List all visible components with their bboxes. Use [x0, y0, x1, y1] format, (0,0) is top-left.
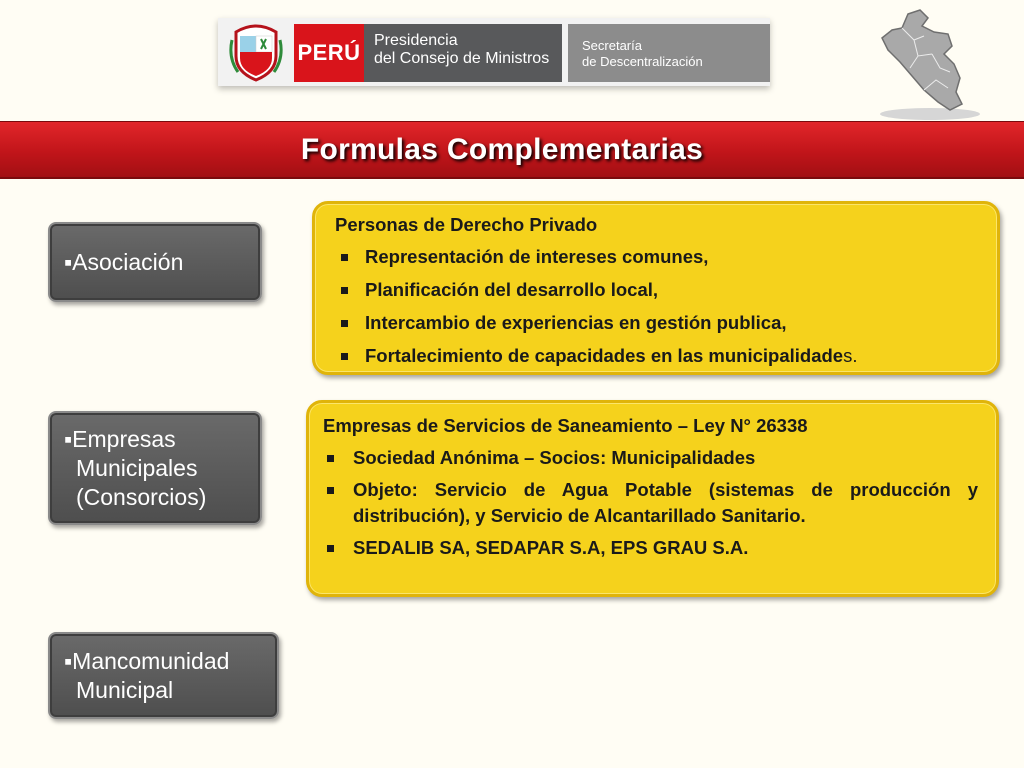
asociacion-panel [312, 201, 1000, 375]
bullet-icon [341, 287, 348, 294]
asociacion-label: ▪Asociación [64, 248, 184, 275]
coat-of-arms-icon [228, 22, 284, 82]
empresas-label-line1: ▪Empresas [64, 425, 176, 452]
asociacion-button[interactable] [48, 222, 262, 302]
peru-map-icon [858, 6, 988, 124]
list-item: Planificación del desarrollo local, [335, 279, 983, 301]
empresas-label-line2: Municipales [76, 454, 198, 481]
bullet-icon [327, 487, 334, 494]
empresas-municipales-button[interactable] [48, 411, 262, 525]
list-item: Fortalecimiento de capacidades en las municipalidades. [335, 345, 983, 367]
title-bar [0, 121, 1024, 179]
bullet-icon [327, 455, 334, 462]
sec-line1: Secretaría [582, 38, 642, 53]
mancomunidad-label-line2: Municipal [76, 676, 174, 703]
mancomunidad-label-line1: ▪Mancomunidad [64, 647, 230, 674]
item-suffix: s. [843, 345, 858, 366]
empresas-panel [306, 400, 999, 597]
pcm-line1: Presidencia [374, 32, 458, 49]
list-item: SEDALIB SA, SEDAPAR S.A, EPS GRAU S.A. [323, 535, 978, 561]
panel1-title: Personas de Derecho Privado [335, 214, 598, 235]
page-title: Formulas Complementarias [300, 132, 704, 166]
sec-line2: de Descentralización [582, 54, 703, 69]
bullet-icon [327, 545, 334, 552]
bullet-icon [341, 320, 348, 327]
bullet-icon [341, 254, 348, 261]
panel2-title: Empresas de Servicios de Saneamiento – Ley N° 26338 [323, 415, 808, 436]
bullet-icon [341, 353, 348, 360]
list-item: Sociedad Anónima – Socios: Municipalidades [323, 445, 978, 471]
header-logo-strip [218, 18, 770, 86]
secretaria-label [568, 24, 770, 82]
pcm-line2: del Consejo de Ministros [374, 50, 550, 67]
list-item: Intercambio de experiencias en gestión publica, [335, 312, 983, 334]
peru-label: PERÚ [294, 24, 364, 82]
list-item: Representación de intereses comunes, [335, 246, 983, 268]
panel1-list [335, 246, 983, 367]
list-item: Objeto: Servicio de Agua Potable (sistemas de producción y distribución), y Servicio de Alcantarillado Sanitario. [323, 477, 978, 529]
pcm-label [364, 24, 562, 82]
empresas-label-line3: (Consorcios) [76, 483, 207, 510]
mancomunidad-button[interactable] [48, 632, 279, 719]
panel2-list [323, 445, 978, 561]
